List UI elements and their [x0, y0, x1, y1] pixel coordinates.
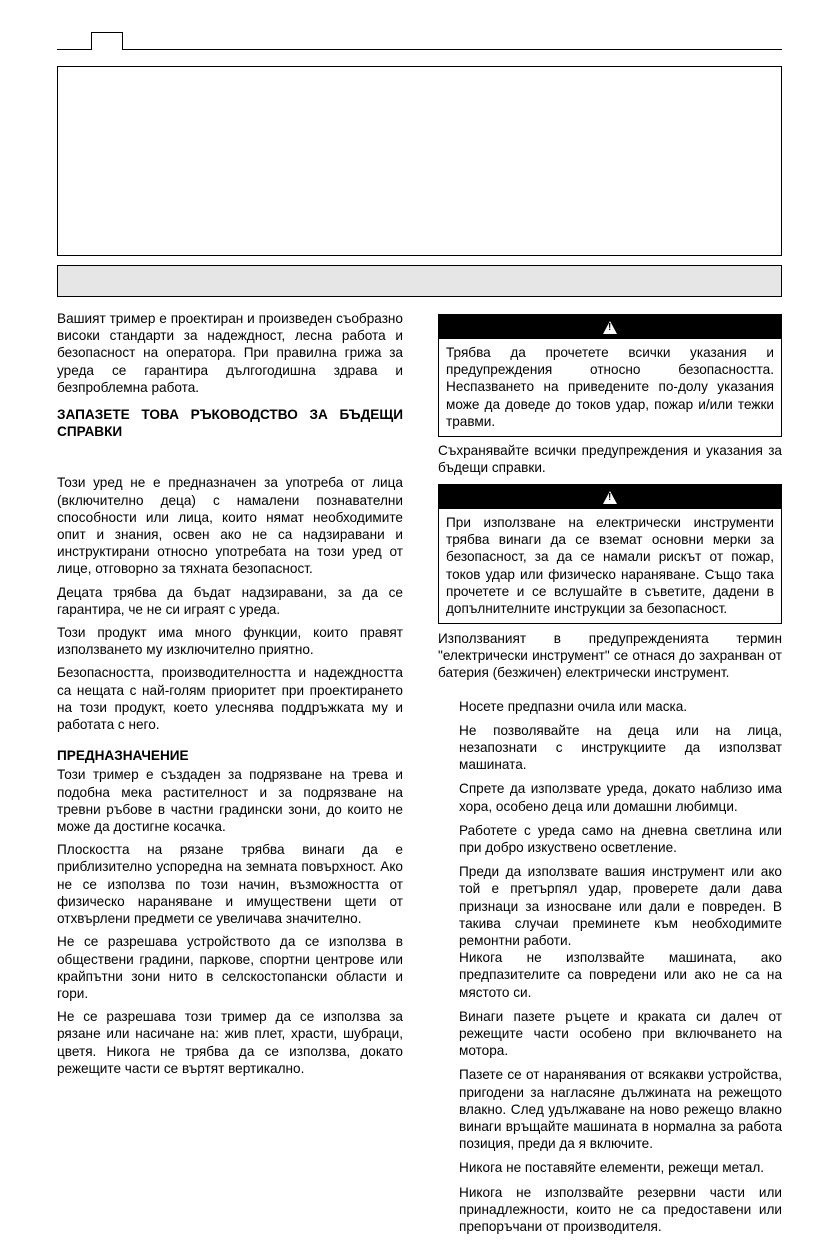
right-column-lower — [438, 630, 782, 1242]
warning-header — [439, 485, 781, 509]
list-item: Не позволявайте на деца или на лица, незапознати с инструкциите да използват машината. — [459, 722, 782, 773]
page-number-tab — [91, 32, 123, 50]
purpose-paragraph: Този тример е създаден за подрязване на трева и подобна мека растителност и за подрязване на тревни ръбове в частни градински зони, до които не може да достигне косачка. — [57, 767, 403, 835]
warning-text: При използване на електрически инструменти трябва винаги да се вземат основни мерки за безопасност, за да се намали рискът от пожар, токов удар или физическо нараняване. Също така прочетете и се вслушайте в съветите, дадени в допълнителните инструкции за безопасност. — [446, 515, 774, 617]
warning-header — [439, 315, 781, 339]
safety-list — [438, 698, 782, 1236]
public-areas-paragraph: Не се разрешава устройството да се използва в обществени градини, паркове, спортни центрове или крайпътни зони нито в селскостопански области и гори. — [57, 934, 403, 1001]
priority-paragraph: Безопасността, производителността и надеждността са нещата с най-голям приоритет при проектирането на този продукт, което улеснява поддръжката му и работата с него. — [57, 665, 403, 733]
cutting-plane-paragraph: Плоскостта на рязане трябва винаги да е приблизително успоредна на земната повърхност. Ако не се използва по този начин, възможността от физическо нараняване и имуществени щети от отхвърлени предмети се увеличава значително. — [57, 842, 403, 927]
term-paragraph: Използваният в предупрежденията термин "електрически инструмент" се отнася до захранван от батерия (безжичен) електрически инструмент. — [438, 631, 782, 681]
keep-all-paragraph: Съхранявайте всички предупреждения и указания за бъдещи справки. — [438, 443, 782, 476]
list-item: Никога не поставяйте елементи, режещи метал. — [459, 1160, 765, 1176]
intro-paragraph: Вашият тример е проектиран и произведен съобразно високи стандарти за надеждност, лесна работа и безопасност на оператора. При правилна грижа за уреда се гарантира дългогодишна здрава и безпроблемна работа. — [57, 311, 403, 395]
warning-triangle-icon — [603, 321, 617, 334]
list-item: Спрете да използвате уреда, докато наблизо има хора, особено деца или домашни любимци. — [459, 781, 782, 814]
prohibited-use-paragraph: Не се разрешава този тример да се използва за рязане или насичане на: жив плет, храсти, шубраци, цветя. Никога не трябва да се използва, докато режещите части се въртят вертикално. — [57, 1009, 403, 1076]
warning-box-1 — [438, 314, 782, 437]
warning-box-2 — [438, 484, 782, 624]
keep-instructions-text — [438, 442, 782, 482]
list-item: Никога не използвайте машината, ако предпазителите са повредени или ако не са на мястото си. — [459, 950, 782, 1000]
keep-manual-heading: ЗАПАЗЕТЕ ТОВА РЪКОВОДСТВО ЗА БЪДЕЩИ СПРАВКИ — [57, 407, 403, 440]
features-paragraph: Този продукт има много функции, които правят използването му изключително приятно. — [57, 625, 403, 658]
children-paragraph: Децата трябва да бъдат надзиравани, за да се гарантира, че не си играят с уреда. — [57, 584, 403, 617]
section-title-bar — [57, 265, 782, 297]
purpose-heading: ПРЕДНАЗНАЧЕНИЕ — [57, 748, 189, 764]
warning-text: Трябва да прочетете всички указания и предупреждения относно безопасността. Неспазването на приведените по-долу указания може да доведе до токов удар, пожар и/или тежки травми. — [446, 345, 774, 429]
list-item: Работете с уреда само на дневна светлина или при добро изкуствено осветление. — [459, 822, 782, 856]
left-column — [57, 310, 403, 1083]
usage-restriction-paragraph: Този уред не е предназначен за употреба от лица (включително деца) с намалени познавателни способности или лица, които нямат необходимите опит и знания, освен ако не са надзиравани и инструктирани относно употребата на този уред от лице, отговорно за тяхната безопасност. — [57, 475, 403, 577]
list-item: Носете предпазни очила или маска. — [459, 698, 688, 714]
header-rule — [57, 49, 782, 50]
list-item: Никога не използвайте резервни части или принадлежности, които не са предоставени или препоръчани от производителя. — [459, 1184, 782, 1235]
list-item: Винаги пазете ръцете и краката си далеч от режещите части особено при включването на мотора. — [459, 1008, 782, 1059]
list-item: Преди да използвате вашия инструмент или ако той е претърпял удар, проверете дали дава признаци за износване или дали е повреден. В такива случаи преминете към необходимите ремонтни работи. — [459, 864, 782, 949]
empty-frame-box — [57, 66, 782, 256]
warning-triangle-icon — [603, 491, 617, 504]
list-item: Пазете се от наранявания от всякакви устройства, пригодени за нагласяне дължината на режещото влакно. След удължаване на ново режещо влакно винаги връщайте машината в нормална за работа позиция, преди да я включите. — [459, 1067, 782, 1152]
